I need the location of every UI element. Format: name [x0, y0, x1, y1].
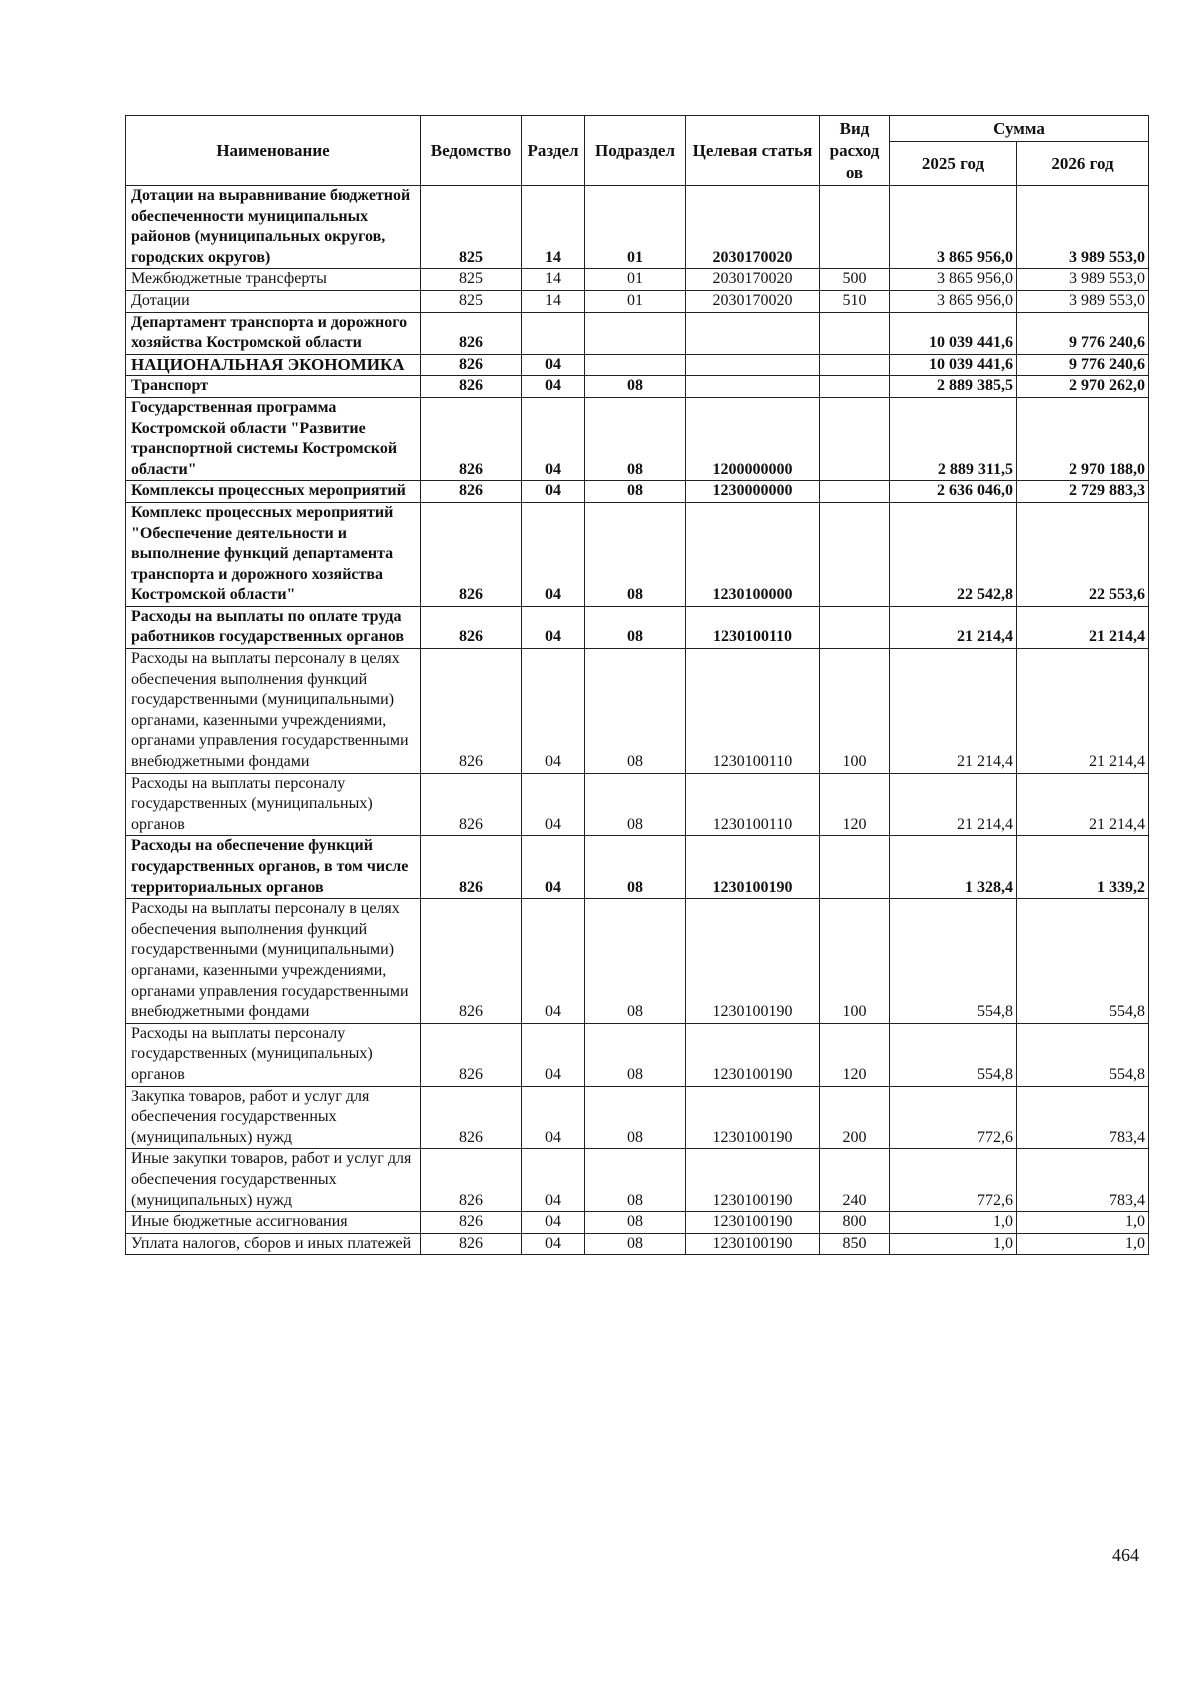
- cell-vid-raskhodov: [820, 397, 890, 480]
- cell-razdel: 04: [522, 836, 585, 899]
- header-vid-raskhodov: Вид расход ов: [820, 116, 890, 186]
- cell-vedomstvo: 826: [421, 1233, 522, 1255]
- cell-sum-2025: 21 214,4: [890, 649, 1017, 774]
- cell-razdel: 04: [522, 1023, 585, 1086]
- table-row: [126, 773, 1149, 836]
- cell-podrazdel: 08: [585, 1023, 686, 1086]
- cell-vid-raskhodov: 100: [820, 899, 890, 1024]
- cell-vedomstvo: 826: [421, 836, 522, 899]
- budget-table: [125, 115, 1149, 1255]
- cell-razdel: 04: [522, 649, 585, 774]
- cell-vedomstvo: 826: [421, 1023, 522, 1086]
- cell-tselevaya-statya: 2030170020: [686, 269, 820, 291]
- cell-vedomstvo: 825: [421, 290, 522, 312]
- table-row: [126, 312, 1149, 354]
- cell-vid-raskhodov: 120: [820, 773, 890, 836]
- cell-podrazdel: 01: [585, 269, 686, 291]
- cell-vedomstvo: 826: [421, 376, 522, 398]
- cell-vid-raskhodov: 500: [820, 269, 890, 291]
- cell-vedomstvo: 826: [421, 1212, 522, 1234]
- table-row: [126, 354, 1149, 376]
- table-row: [126, 1149, 1149, 1212]
- cell-name: Расходы на выплаты по оплате труда работников государственных органов: [126, 606, 421, 648]
- cell-sum-2025: 2 889 311,5: [890, 397, 1017, 480]
- cell-sum-2026: 21 214,4: [1017, 773, 1149, 836]
- cell-sum-2025: 2 889 385,5: [890, 376, 1017, 398]
- cell-vedomstvo: 826: [421, 899, 522, 1024]
- cell-tselevaya-statya: 2030170020: [686, 186, 820, 269]
- header-name: Наименование: [126, 116, 421, 186]
- cell-podrazdel: 08: [585, 606, 686, 648]
- table-row: [126, 376, 1149, 398]
- cell-podrazdel: 08: [585, 899, 686, 1024]
- cell-podrazdel: 08: [585, 502, 686, 606]
- cell-vedomstvo: 826: [421, 502, 522, 606]
- cell-razdel: 14: [522, 290, 585, 312]
- cell-podrazdel: 01: [585, 186, 686, 269]
- cell-vedomstvo: 826: [421, 312, 522, 354]
- cell-name: Комплексы процессных мероприятий: [126, 481, 421, 503]
- cell-tselevaya-statya: 1230100190: [686, 1149, 820, 1212]
- cell-sum-2026: 2 970 262,0: [1017, 376, 1149, 398]
- cell-vedomstvo: 826: [421, 649, 522, 774]
- cell-podrazdel: [585, 354, 686, 376]
- cell-sum-2025: 3 865 956,0: [890, 269, 1017, 291]
- cell-vid-raskhodov: [820, 186, 890, 269]
- cell-razdel: 04: [522, 376, 585, 398]
- cell-name: Расходы на выплаты персоналу в целях обеспечения выполнения функций государственными (муниципальными) органами, казенными учреждениями, органами управления государственными внебюджетными фондами: [126, 899, 421, 1024]
- cell-sum-2025: 10 039 441,6: [890, 354, 1017, 376]
- cell-vid-raskhodov: [820, 481, 890, 503]
- cell-name: Закупка товаров, работ и услуг для обеспечения государственных (муниципальных) нужд: [126, 1086, 421, 1149]
- cell-name: НАЦИОНАЛЬНАЯ ЭКОНОМИКА: [126, 354, 421, 376]
- cell-vid-raskhodov: [820, 606, 890, 648]
- cell-vedomstvo: 826: [421, 1149, 522, 1212]
- cell-vid-raskhodov: 510: [820, 290, 890, 312]
- cell-name: Расходы на выплаты персоналу государственных (муниципальных) органов: [126, 773, 421, 836]
- cell-sum-2025: 2 636 046,0: [890, 481, 1017, 503]
- table-row: [126, 836, 1149, 899]
- header-podrazdel: Подраздел: [585, 116, 686, 186]
- cell-name: Расходы на выплаты персоналу государственных (муниципальных) органов: [126, 1023, 421, 1086]
- cell-razdel: 04: [522, 354, 585, 376]
- cell-tselevaya-statya: 2030170020: [686, 290, 820, 312]
- cell-vedomstvo: 825: [421, 186, 522, 269]
- cell-sum-2026: 1 339,2: [1017, 836, 1149, 899]
- cell-tselevaya-statya: 1230100110: [686, 773, 820, 836]
- cell-vedomstvo: 826: [421, 397, 522, 480]
- cell-sum-2026: 21 214,4: [1017, 649, 1149, 774]
- budget-sheet: [125, 115, 1149, 1255]
- cell-vid-raskhodov: [820, 836, 890, 899]
- cell-vid-raskhodov: 800: [820, 1212, 890, 1234]
- cell-podrazdel: 08: [585, 1233, 686, 1255]
- cell-name: Расходы на выплаты персоналу в целях обеспечения выполнения функций государственными (муниципальными) органами, казенными учреждениями, органами управления государственными внебюджетными фондами: [126, 649, 421, 774]
- header-tselevaya-statya: Целевая статья: [686, 116, 820, 186]
- cell-vedomstvo: 826: [421, 481, 522, 503]
- cell-podrazdel: 08: [585, 481, 686, 503]
- cell-vid-raskhodov: [820, 502, 890, 606]
- header-razdel: Раздел: [522, 116, 585, 186]
- cell-razdel: 14: [522, 269, 585, 291]
- cell-sum-2026: 22 553,6: [1017, 502, 1149, 606]
- cell-name: Расходы на обеспечение функций государственных органов, в том числе территориальных органов: [126, 836, 421, 899]
- page-number: 464: [1112, 1545, 1139, 1565]
- cell-vedomstvo: 826: [421, 354, 522, 376]
- cell-sum-2025: 22 542,8: [890, 502, 1017, 606]
- cell-sum-2025: 772,6: [890, 1086, 1017, 1149]
- cell-tselevaya-statya: 1230100000: [686, 502, 820, 606]
- cell-razdel: 14: [522, 186, 585, 269]
- cell-name: Комплекс процессных мероприятий "Обеспечение деятельности и выполнение функций департамента транспорта и дорожного хозяйства Костромской области": [126, 502, 421, 606]
- table-row: [126, 397, 1149, 480]
- cell-vedomstvo: 825: [421, 269, 522, 291]
- cell-podrazdel: 08: [585, 1149, 686, 1212]
- cell-name: Уплата налогов, сборов и иных платежей: [126, 1233, 421, 1255]
- cell-sum-2025: 3 865 956,0: [890, 186, 1017, 269]
- cell-sum-2026: 554,8: [1017, 1023, 1149, 1086]
- table-header: [126, 116, 1149, 186]
- cell-podrazdel: 08: [585, 1212, 686, 1234]
- cell-tselevaya-statya: 1230100190: [686, 1233, 820, 1255]
- header-year-2026: 2026 год: [1017, 142, 1149, 186]
- cell-sum-2025: 21 214,4: [890, 773, 1017, 836]
- header-vedomstvo: Ведомство: [421, 116, 522, 186]
- cell-sum-2026: 1,0: [1017, 1233, 1149, 1255]
- cell-razdel: 04: [522, 481, 585, 503]
- cell-podrazdel: 08: [585, 376, 686, 398]
- cell-vid-raskhodov: 120: [820, 1023, 890, 1086]
- cell-vid-raskhodov: 850: [820, 1233, 890, 1255]
- table-row: [126, 1212, 1149, 1234]
- table-row: [126, 606, 1149, 648]
- cell-tselevaya-statya: 1230100190: [686, 1023, 820, 1086]
- cell-razdel: 04: [522, 1086, 585, 1149]
- cell-razdel: 04: [522, 606, 585, 648]
- cell-sum-2025: 1,0: [890, 1212, 1017, 1234]
- table-row: [126, 899, 1149, 1024]
- table-row: [126, 1023, 1149, 1086]
- cell-tselevaya-statya: 1230100190: [686, 836, 820, 899]
- cell-sum-2026: 9 776 240,6: [1017, 354, 1149, 376]
- cell-name: Транспорт: [126, 376, 421, 398]
- cell-razdel: 04: [522, 1233, 585, 1255]
- cell-name: Государственная программа Костромской области "Развитие транспортной системы Костромской области": [126, 397, 421, 480]
- cell-tselevaya-statya: 1230100190: [686, 899, 820, 1024]
- header-year-2025: 2025 год: [890, 142, 1017, 186]
- cell-name: Дотации: [126, 290, 421, 312]
- cell-razdel: 04: [522, 899, 585, 1024]
- cell-sum-2025: 21 214,4: [890, 606, 1017, 648]
- table-row: [126, 649, 1149, 774]
- cell-tselevaya-statya: [686, 376, 820, 398]
- cell-podrazdel: [585, 312, 686, 354]
- cell-name: Дотации на выравнивание бюджетной обеспеченности муниципальных районов (муниципальных округов, городских округов): [126, 186, 421, 269]
- cell-sum-2025: 554,8: [890, 899, 1017, 1024]
- cell-sum-2026: 783,4: [1017, 1149, 1149, 1212]
- cell-vid-raskhodov: 100: [820, 649, 890, 774]
- cell-tselevaya-statya: 1230000000: [686, 481, 820, 503]
- cell-razdel: 04: [522, 397, 585, 480]
- cell-razdel: [522, 312, 585, 354]
- cell-vedomstvo: 826: [421, 606, 522, 648]
- cell-sum-2026: 554,8: [1017, 899, 1149, 1024]
- cell-name: Иные бюджетные ассигнования: [126, 1212, 421, 1234]
- cell-sum-2025: 1,0: [890, 1233, 1017, 1255]
- cell-name: Межбюджетные трансферты: [126, 269, 421, 291]
- table-row: [126, 186, 1149, 269]
- cell-sum-2026: 9 776 240,6: [1017, 312, 1149, 354]
- table-row: [126, 269, 1149, 291]
- cell-tselevaya-statya: 1230100110: [686, 606, 820, 648]
- cell-razdel: 04: [522, 773, 585, 836]
- cell-podrazdel: 01: [585, 290, 686, 312]
- cell-razdel: 04: [522, 1212, 585, 1234]
- cell-sum-2025: 772,6: [890, 1149, 1017, 1212]
- cell-sum-2026: 2 970 188,0: [1017, 397, 1149, 480]
- cell-name: Департамент транспорта и дорожного хозяйства Костромской области: [126, 312, 421, 354]
- cell-vid-raskhodov: 240: [820, 1149, 890, 1212]
- cell-sum-2025: 10 039 441,6: [890, 312, 1017, 354]
- table-body: [126, 186, 1149, 1255]
- cell-podrazdel: 08: [585, 1086, 686, 1149]
- table-row: [126, 1233, 1149, 1255]
- cell-tselevaya-statya: 1230100190: [686, 1086, 820, 1149]
- header-summa: Сумма: [890, 116, 1149, 142]
- table-row: [126, 1086, 1149, 1149]
- cell-podrazdel: 08: [585, 836, 686, 899]
- cell-vedomstvo: 826: [421, 773, 522, 836]
- cell-podrazdel: 08: [585, 649, 686, 774]
- cell-sum-2026: 3 989 553,0: [1017, 290, 1149, 312]
- cell-razdel: 04: [522, 1149, 585, 1212]
- table-row: [126, 502, 1149, 606]
- cell-name: Иные закупки товаров, работ и услуг для обеспечения государственных (муниципальных) нужд: [126, 1149, 421, 1212]
- cell-sum-2025: 554,8: [890, 1023, 1017, 1086]
- cell-sum-2026: 2 729 883,3: [1017, 481, 1149, 503]
- cell-sum-2025: 3 865 956,0: [890, 290, 1017, 312]
- cell-vid-raskhodov: [820, 312, 890, 354]
- cell-tselevaya-statya: 1200000000: [686, 397, 820, 480]
- cell-podrazdel: 08: [585, 773, 686, 836]
- cell-sum-2026: 1,0: [1017, 1212, 1149, 1234]
- cell-sum-2026: 3 989 553,0: [1017, 186, 1149, 269]
- cell-tselevaya-statya: [686, 354, 820, 376]
- table-row: [126, 290, 1149, 312]
- cell-sum-2026: 3 989 553,0: [1017, 269, 1149, 291]
- cell-sum-2025: 1 328,4: [890, 836, 1017, 899]
- cell-sum-2026: 783,4: [1017, 1086, 1149, 1149]
- cell-vid-raskhodov: [820, 354, 890, 376]
- cell-tselevaya-statya: 1230100190: [686, 1212, 820, 1234]
- cell-sum-2026: 21 214,4: [1017, 606, 1149, 648]
- cell-vid-raskhodov: [820, 376, 890, 398]
- cell-podrazdel: 08: [585, 397, 686, 480]
- cell-vedomstvo: 826: [421, 1086, 522, 1149]
- cell-tselevaya-statya: 1230100110: [686, 649, 820, 774]
- cell-vid-raskhodov: 200: [820, 1086, 890, 1149]
- cell-tselevaya-statya: [686, 312, 820, 354]
- cell-razdel: 04: [522, 502, 585, 606]
- table-row: [126, 481, 1149, 503]
